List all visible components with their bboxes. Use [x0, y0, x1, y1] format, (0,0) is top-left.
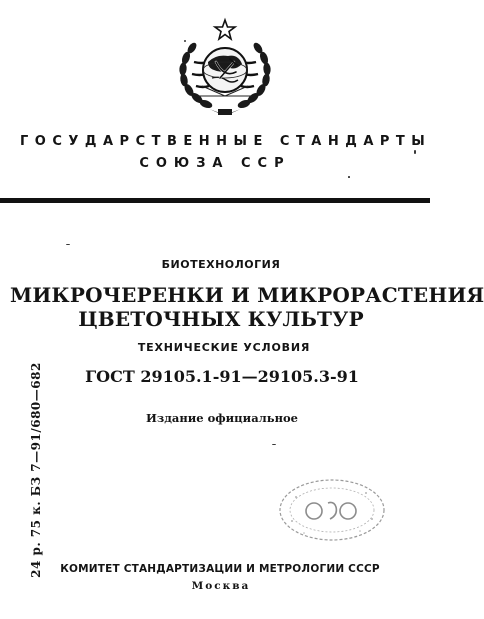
edition-note: Издание официальное — [146, 411, 298, 425]
document-title-line1: МИКРОЧЕРЕНКИ И МИКРОРАСТЕНИЯ — [10, 283, 484, 307]
standard-number: ГОСТ 29105.1-91—29105.3-91 — [85, 367, 359, 386]
document-subtitle: ТЕХНИЧЕСКИЕ УСЛОВИЯ — [137, 341, 311, 354]
header-divider — [0, 198, 430, 203]
scan-speck — [348, 176, 350, 178]
library-stamp-icon — [276, 475, 388, 545]
publisher-city: Москва — [191, 580, 251, 592]
ussr-emblem-icon — [172, 18, 278, 122]
document-title-line2: ЦВЕТОЧНЫХ КУЛЬТУР — [78, 307, 364, 331]
scan-speck — [66, 244, 70, 245]
header-line2: СОЮЗА ССР — [139, 156, 291, 171]
side-code: 24 р. 75 к. БЗ 7—91/680—682 — [29, 362, 43, 578]
publisher: КОМИТЕТ СТАНДАРТИЗАЦИИ И МЕТРОЛОГИИ СССР — [60, 563, 380, 575]
scan-speck — [184, 40, 186, 42]
header-line1: ГОСУДАРСТВЕННЫЕ СТАНДАРТЫ — [20, 134, 432, 149]
scan-speck — [414, 150, 416, 154]
scan-speck — [272, 444, 276, 445]
field-label: БИОТЕХНОЛОГИЯ — [161, 258, 281, 271]
